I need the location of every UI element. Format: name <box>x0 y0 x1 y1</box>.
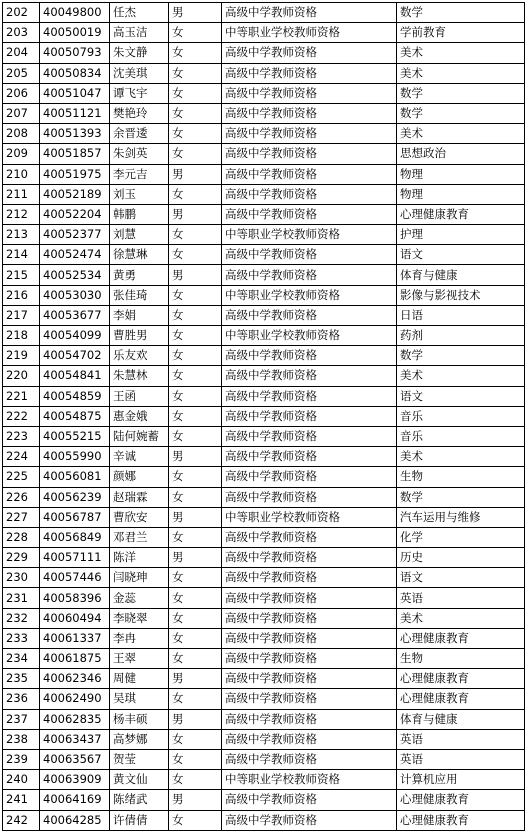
name-cell: 颜娜 <box>110 467 169 487</box>
subject-cell: 音乐 <box>397 406 525 426</box>
subject-cell: 历史 <box>397 548 525 568</box>
subject-cell: 物理 <box>397 184 525 204</box>
gender-cell: 男 <box>169 204 222 224</box>
name-cell: 陆何婉蓄 <box>110 426 169 446</box>
row-number-cell: 230 <box>3 568 40 588</box>
qualification-type-cell: 中等职业学校教师资格 <box>222 225 397 245</box>
candidate-id-cell: 40054841 <box>40 366 110 386</box>
table-row <box>3 124 525 144</box>
qualification-type-cell: 高级中学教师资格 <box>222 83 397 103</box>
table-row <box>3 568 525 588</box>
name-cell: 金蕊 <box>110 588 169 608</box>
row-number-cell: 216 <box>3 285 40 305</box>
candidate-id-cell: 40053030 <box>40 285 110 305</box>
name-cell: 贺莹 <box>110 749 169 769</box>
table-row <box>3 527 525 547</box>
row-number-cell: 226 <box>3 487 40 507</box>
qualification-type-cell: 高级中学教师资格 <box>222 103 397 123</box>
gender-cell: 女 <box>169 527 222 547</box>
row-number-cell: 234 <box>3 649 40 669</box>
qualification-type-cell: 高级中学教师资格 <box>222 245 397 265</box>
row-number-cell: 223 <box>3 426 40 446</box>
qualification-type-cell: 高级中学教师资格 <box>222 346 397 366</box>
candidate-id-cell: 40055990 <box>40 447 110 467</box>
row-number-cell: 236 <box>3 689 40 709</box>
name-cell: 周健 <box>110 669 169 689</box>
table-row <box>3 83 525 103</box>
table-row <box>3 265 525 285</box>
row-number-cell: 208 <box>3 124 40 144</box>
table-row <box>3 326 525 346</box>
candidate-id-cell: 40064285 <box>40 810 110 830</box>
subject-cell: 生物 <box>397 467 525 487</box>
subject-cell: 思想政治 <box>397 144 525 164</box>
gender-cell: 女 <box>169 43 222 63</box>
name-cell: 乐友欢 <box>110 346 169 366</box>
row-number-cell: 211 <box>3 184 40 204</box>
row-number-cell: 202 <box>3 3 40 23</box>
row-number-cell: 210 <box>3 164 40 184</box>
subject-cell: 心理健康教育 <box>397 810 525 830</box>
name-cell: 李娟 <box>110 305 169 325</box>
table-row <box>3 649 525 669</box>
gender-cell: 男 <box>169 164 222 184</box>
teacher-qualification-table <box>2 2 525 831</box>
name-cell: 沈美琪 <box>110 63 169 83</box>
candidate-id-cell: 40049800 <box>40 3 110 23</box>
name-cell: 高梦娜 <box>110 729 169 749</box>
subject-cell: 护理 <box>397 225 525 245</box>
candidate-id-cell: 40050793 <box>40 43 110 63</box>
subject-cell: 美术 <box>397 608 525 628</box>
candidate-id-cell: 40051975 <box>40 164 110 184</box>
qualification-type-cell: 高级中学教师资格 <box>222 184 397 204</box>
name-cell: 李冉 <box>110 628 169 648</box>
name-cell: 陈绪武 <box>110 790 169 810</box>
row-number-cell: 214 <box>3 245 40 265</box>
table-row <box>3 245 525 265</box>
subject-cell: 美术 <box>397 63 525 83</box>
candidate-id-cell: 40064169 <box>40 790 110 810</box>
qualification-type-cell: 高级中学教师资格 <box>222 588 397 608</box>
qualification-type-cell: 高级中学教师资格 <box>222 548 397 568</box>
candidate-id-cell: 40052189 <box>40 184 110 204</box>
candidate-id-cell: 40063567 <box>40 749 110 769</box>
qualification-type-cell: 中等职业学校教师资格 <box>222 770 397 790</box>
subject-cell: 计算机应用 <box>397 770 525 790</box>
name-cell: 张佳琦 <box>110 285 169 305</box>
gender-cell: 男 <box>169 265 222 285</box>
qualification-type-cell: 中等职业学校教师资格 <box>222 285 397 305</box>
table-row <box>3 608 525 628</box>
gender-cell: 男 <box>169 669 222 689</box>
gender-cell: 男 <box>169 447 222 467</box>
candidate-id-cell: 40052204 <box>40 204 110 224</box>
table-row <box>3 225 525 245</box>
qualification-type-cell: 高级中学教师资格 <box>222 669 397 689</box>
table-row <box>3 43 525 63</box>
subject-cell: 语文 <box>397 568 525 588</box>
gender-cell: 女 <box>169 386 222 406</box>
subject-cell: 物理 <box>397 164 525 184</box>
gender-cell: 女 <box>169 770 222 790</box>
gender-cell: 女 <box>169 568 222 588</box>
table-row <box>3 669 525 689</box>
name-cell: 黄勇 <box>110 265 169 285</box>
subject-cell: 药剂 <box>397 326 525 346</box>
name-cell: 杨丰硕 <box>110 709 169 729</box>
row-number-cell: 229 <box>3 548 40 568</box>
candidate-id-cell: 40063437 <box>40 729 110 749</box>
row-number-cell: 204 <box>3 43 40 63</box>
gender-cell: 女 <box>169 406 222 426</box>
table-row <box>3 23 525 43</box>
gender-cell: 女 <box>169 749 222 769</box>
qualification-type-cell: 高级中学教师资格 <box>222 265 397 285</box>
name-cell: 朱慧林 <box>110 366 169 386</box>
name-cell: 吴琪 <box>110 689 169 709</box>
gender-cell: 女 <box>169 810 222 830</box>
name-cell: 辛诚 <box>110 447 169 467</box>
row-number-cell: 219 <box>3 346 40 366</box>
name-cell: 余晋逶 <box>110 124 169 144</box>
row-number-cell: 235 <box>3 669 40 689</box>
qualification-type-cell: 高级中学教师资格 <box>222 790 397 810</box>
row-number-cell: 212 <box>3 204 40 224</box>
subject-cell: 心理健康教育 <box>397 790 525 810</box>
name-cell: 任杰 <box>110 3 169 23</box>
subject-cell: 美术 <box>397 124 525 144</box>
candidate-id-cell: 40054875 <box>40 406 110 426</box>
candidate-id-cell: 40062346 <box>40 669 110 689</box>
table-row <box>3 709 525 729</box>
subject-cell: 心理健康教育 <box>397 204 525 224</box>
gender-cell: 女 <box>169 426 222 446</box>
gender-cell: 女 <box>169 729 222 749</box>
subject-cell: 美术 <box>397 447 525 467</box>
table-row <box>3 729 525 749</box>
qualification-type-cell: 高级中学教师资格 <box>222 487 397 507</box>
table-row <box>3 144 525 164</box>
candidate-id-cell: 40056787 <box>40 507 110 527</box>
name-cell: 刘慧 <box>110 225 169 245</box>
row-number-cell: 240 <box>3 770 40 790</box>
table-row <box>3 285 525 305</box>
candidate-id-cell: 40057446 <box>40 568 110 588</box>
candidate-id-cell: 40052474 <box>40 245 110 265</box>
qualification-type-cell: 高级中学教师资格 <box>222 649 397 669</box>
subject-cell: 数学 <box>397 83 525 103</box>
table-row <box>3 810 525 830</box>
qualification-type-cell: 高级中学教师资格 <box>222 568 397 588</box>
qualification-type-cell: 高级中学教师资格 <box>222 729 397 749</box>
gender-cell: 女 <box>169 124 222 144</box>
table-row <box>3 790 525 810</box>
table-row <box>3 406 525 426</box>
gender-cell: 女 <box>169 144 222 164</box>
gender-cell: 女 <box>169 366 222 386</box>
candidate-id-cell: 40062835 <box>40 709 110 729</box>
name-cell: 王翠 <box>110 649 169 669</box>
gender-cell: 男 <box>169 790 222 810</box>
table-row <box>3 426 525 446</box>
candidate-id-cell: 40063909 <box>40 770 110 790</box>
row-number-cell: 218 <box>3 326 40 346</box>
gender-cell: 女 <box>169 305 222 325</box>
table-row <box>3 3 525 23</box>
qualification-type-cell: 高级中学教师资格 <box>222 204 397 224</box>
gender-cell: 女 <box>169 184 222 204</box>
name-cell: 刘玉 <box>110 184 169 204</box>
name-cell: 王函 <box>110 386 169 406</box>
table-row <box>3 346 525 366</box>
row-number-cell: 209 <box>3 144 40 164</box>
candidate-id-cell: 40053677 <box>40 305 110 325</box>
table-row <box>3 507 525 527</box>
subject-cell: 心理健康教育 <box>397 669 525 689</box>
row-number-cell: 207 <box>3 103 40 123</box>
gender-cell: 男 <box>169 3 222 23</box>
candidate-id-cell: 40056239 <box>40 487 110 507</box>
gender-cell: 女 <box>169 649 222 669</box>
gender-cell: 女 <box>169 23 222 43</box>
gender-cell: 女 <box>169 83 222 103</box>
qualification-type-cell: 高级中学教师资格 <box>222 43 397 63</box>
table-row <box>3 184 525 204</box>
qualification-type-cell: 高级中学教师资格 <box>222 749 397 769</box>
candidate-id-cell: 40062490 <box>40 689 110 709</box>
subject-cell: 汽车运用与维修 <box>397 507 525 527</box>
row-number-cell: 221 <box>3 386 40 406</box>
qualification-type-cell: 高级中学教师资格 <box>222 810 397 830</box>
candidate-id-cell: 40054099 <box>40 326 110 346</box>
candidate-id-cell: 40051121 <box>40 103 110 123</box>
name-cell: 黄文仙 <box>110 770 169 790</box>
table-row <box>3 63 525 83</box>
table-row <box>3 164 525 184</box>
gender-cell: 女 <box>169 467 222 487</box>
qualification-type-cell: 中等职业学校教师资格 <box>222 23 397 43</box>
gender-cell: 女 <box>169 487 222 507</box>
subject-cell: 化学 <box>397 527 525 547</box>
table-row <box>3 770 525 790</box>
qualification-type-cell: 高级中学教师资格 <box>222 406 397 426</box>
gender-cell: 男 <box>169 507 222 527</box>
row-number-cell: 238 <box>3 729 40 749</box>
gender-cell: 女 <box>169 103 222 123</box>
qualification-type-cell: 高级中学教师资格 <box>222 144 397 164</box>
name-cell: 韩鹏 <box>110 204 169 224</box>
table-row <box>3 386 525 406</box>
gender-cell: 女 <box>169 588 222 608</box>
name-cell: 樊艳玲 <box>110 103 169 123</box>
subject-cell: 心理健康教育 <box>397 689 525 709</box>
row-number-cell: 220 <box>3 366 40 386</box>
qualification-type-cell: 高级中学教师资格 <box>222 124 397 144</box>
row-number-cell: 237 <box>3 709 40 729</box>
qualification-type-cell: 高级中学教师资格 <box>222 63 397 83</box>
subject-cell: 美术 <box>397 366 525 386</box>
gender-cell: 男 <box>169 548 222 568</box>
table-row <box>3 467 525 487</box>
candidate-id-cell: 40050834 <box>40 63 110 83</box>
name-cell: 朱文静 <box>110 43 169 63</box>
candidate-id-cell: 40051047 <box>40 83 110 103</box>
name-cell: 惠金娥 <box>110 406 169 426</box>
candidate-id-cell: 40056081 <box>40 467 110 487</box>
name-cell: 李晓翠 <box>110 608 169 628</box>
qualification-type-cell: 高级中学教师资格 <box>222 628 397 648</box>
qualification-type-cell: 高级中学教师资格 <box>222 3 397 23</box>
candidate-id-cell: 40061875 <box>40 649 110 669</box>
qualification-type-cell: 高级中学教师资格 <box>222 527 397 547</box>
row-number-cell: 203 <box>3 23 40 43</box>
name-cell: 赵瑞霖 <box>110 487 169 507</box>
table-row <box>3 548 525 568</box>
subject-cell: 语文 <box>397 245 525 265</box>
gender-cell: 女 <box>169 285 222 305</box>
table-row <box>3 103 525 123</box>
gender-cell: 女 <box>169 326 222 346</box>
gender-cell: 女 <box>169 628 222 648</box>
row-number-cell: 239 <box>3 749 40 769</box>
name-cell: 朱剑英 <box>110 144 169 164</box>
subject-cell: 体育与健康 <box>397 709 525 729</box>
name-cell: 谭飞宇 <box>110 83 169 103</box>
subject-cell: 体育与健康 <box>397 265 525 285</box>
qualification-type-cell: 高级中学教师资格 <box>222 447 397 467</box>
subject-cell: 语文 <box>397 386 525 406</box>
row-number-cell: 227 <box>3 507 40 527</box>
subject-cell: 数学 <box>397 103 525 123</box>
subject-cell: 美术 <box>397 43 525 63</box>
row-number-cell: 217 <box>3 305 40 325</box>
name-cell: 李元吉 <box>110 164 169 184</box>
subject-cell: 学前教育 <box>397 23 525 43</box>
subject-cell: 日语 <box>397 305 525 325</box>
qualification-type-cell: 高级中学教师资格 <box>222 164 397 184</box>
name-cell: 徐慧琳 <box>110 245 169 265</box>
gender-cell: 女 <box>169 245 222 265</box>
candidate-id-cell: 40054859 <box>40 386 110 406</box>
table-row <box>3 366 525 386</box>
name-cell: 高玉洁 <box>110 23 169 43</box>
qualification-type-cell: 高级中学教师资格 <box>222 386 397 406</box>
qualification-type-cell: 高级中学教师资格 <box>222 305 397 325</box>
table-row <box>3 628 525 648</box>
subject-cell: 英语 <box>397 729 525 749</box>
subject-cell: 数学 <box>397 3 525 23</box>
subject-cell: 英语 <box>397 588 525 608</box>
row-number-cell: 225 <box>3 467 40 487</box>
qualification-type-cell: 中等职业学校教师资格 <box>222 507 397 527</box>
qualification-type-cell: 高级中学教师资格 <box>222 608 397 628</box>
gender-cell: 女 <box>169 608 222 628</box>
gender-cell: 女 <box>169 63 222 83</box>
table-row <box>3 749 525 769</box>
name-cell: 曹胜男 <box>110 326 169 346</box>
table-row <box>3 487 525 507</box>
table-row <box>3 447 525 467</box>
row-number-cell: 233 <box>3 628 40 648</box>
candidate-id-cell: 40057111 <box>40 548 110 568</box>
qualification-type-cell: 高级中学教师资格 <box>222 426 397 446</box>
candidate-id-cell: 40061337 <box>40 628 110 648</box>
name-cell: 曹欣安 <box>110 507 169 527</box>
qualification-type-cell: 高级中学教师资格 <box>222 366 397 386</box>
row-number-cell: 224 <box>3 447 40 467</box>
candidate-id-cell: 40055215 <box>40 426 110 446</box>
candidate-id-cell: 40050019 <box>40 23 110 43</box>
subject-cell: 影像与影视技术 <box>397 285 525 305</box>
candidate-id-cell: 40051393 <box>40 124 110 144</box>
table-row <box>3 204 525 224</box>
row-number-cell: 228 <box>3 527 40 547</box>
subject-cell: 音乐 <box>397 426 525 446</box>
qualification-type-cell: 高级中学教师资格 <box>222 709 397 729</box>
subject-cell: 数学 <box>397 346 525 366</box>
name-cell: 邓君兰 <box>110 527 169 547</box>
row-number-cell: 231 <box>3 588 40 608</box>
candidate-id-cell: 40056849 <box>40 527 110 547</box>
gender-cell: 女 <box>169 346 222 366</box>
name-cell: 闫晓珅 <box>110 568 169 588</box>
name-cell: 许倩倩 <box>110 810 169 830</box>
table-row <box>3 305 525 325</box>
qualification-type-cell: 中等职业学校教师资格 <box>222 326 397 346</box>
qualification-type-cell: 高级中学教师资格 <box>222 689 397 709</box>
candidate-id-cell: 40051857 <box>40 144 110 164</box>
table-row <box>3 588 525 608</box>
row-number-cell: 232 <box>3 608 40 628</box>
candidate-id-cell: 40052377 <box>40 225 110 245</box>
subject-cell: 数学 <box>397 487 525 507</box>
subject-cell: 英语 <box>397 749 525 769</box>
row-number-cell: 215 <box>3 265 40 285</box>
qualification-type-cell: 高级中学教师资格 <box>222 467 397 487</box>
row-number-cell: 222 <box>3 406 40 426</box>
table-body <box>3 3 525 831</box>
candidate-id-cell: 40054702 <box>40 346 110 366</box>
gender-cell: 女 <box>169 689 222 709</box>
gender-cell: 男 <box>169 709 222 729</box>
subject-cell: 心理健康教育 <box>397 628 525 648</box>
row-number-cell: 242 <box>3 810 40 830</box>
gender-cell: 女 <box>169 225 222 245</box>
candidate-id-cell: 40060494 <box>40 608 110 628</box>
row-number-cell: 206 <box>3 83 40 103</box>
table-row <box>3 689 525 709</box>
subject-cell: 生物 <box>397 649 525 669</box>
row-number-cell: 213 <box>3 225 40 245</box>
row-number-cell: 241 <box>3 790 40 810</box>
candidate-id-cell: 40052534 <box>40 265 110 285</box>
row-number-cell: 205 <box>3 63 40 83</box>
candidate-id-cell: 40058396 <box>40 588 110 608</box>
name-cell: 陈洋 <box>110 548 169 568</box>
